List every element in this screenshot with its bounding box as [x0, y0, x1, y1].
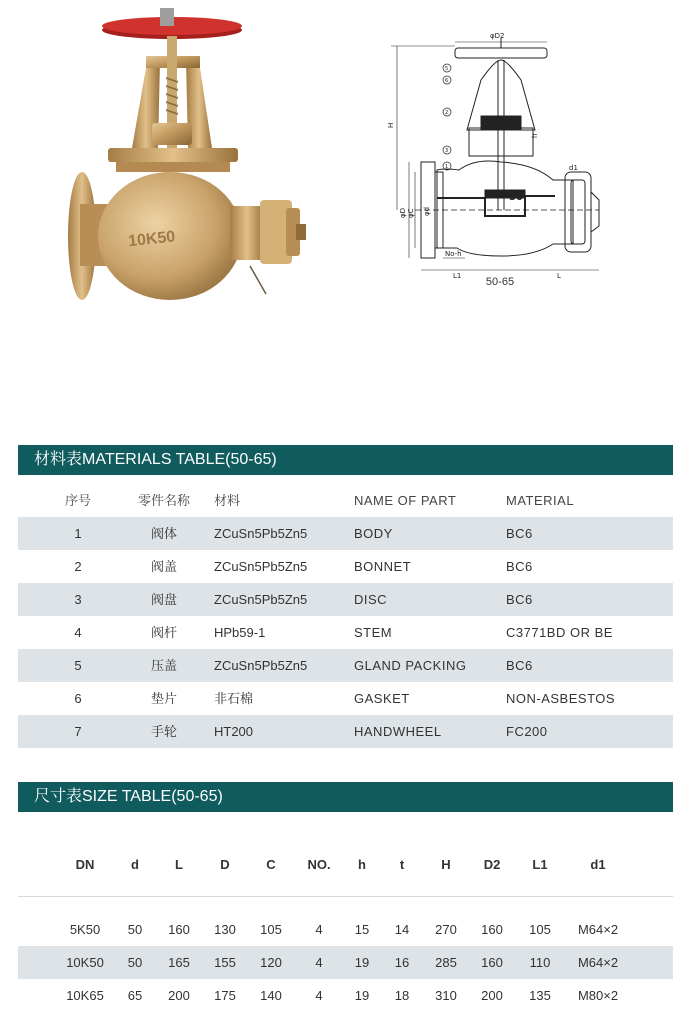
- cell: 140: [260, 988, 282, 1003]
- cell-material-cn: HT200: [214, 724, 254, 739]
- svg-text:1: 1: [445, 164, 449, 170]
- cell: 130: [214, 922, 236, 937]
- cell: 110: [529, 955, 551, 970]
- header-d1: d1: [590, 857, 606, 872]
- cell-material: BC6: [506, 559, 533, 574]
- cell-no: 7: [74, 724, 82, 739]
- cell: 285: [435, 955, 457, 970]
- table-row: [18, 979, 673, 1012]
- table-row: [18, 550, 673, 583]
- cell: 135: [529, 988, 551, 1003]
- svg-text:φD: φD: [399, 207, 407, 218]
- cell-no: 6: [74, 691, 82, 706]
- cell: M64×2: [577, 955, 619, 970]
- cell-name-of-part: GASKET: [354, 691, 410, 706]
- svg-text:φD2: φD2: [490, 32, 505, 40]
- cell: 155: [214, 955, 236, 970]
- size-table-title: 尺寸表SIZE TABLE(50-65): [18, 782, 673, 812]
- cell: 18: [394, 988, 410, 1003]
- header-l1: L1: [532, 857, 548, 872]
- cell-no: 5: [74, 658, 82, 673]
- cell: 200: [168, 988, 190, 1003]
- cell-material-cn: ZCuSn5Pb5Zn5: [214, 658, 308, 673]
- cell-material-cn: ZCuSn5Pb5Zn5: [214, 559, 308, 574]
- materials-header-row: [18, 484, 673, 517]
- materials-table: [18, 484, 673, 748]
- table-row: [18, 517, 673, 550]
- header-no: NO.: [307, 857, 331, 872]
- cell: 160: [481, 922, 503, 937]
- materials-table-title: 材料表MATERIALS TABLE(50-65): [18, 445, 673, 475]
- svg-text:L: L: [557, 272, 561, 280]
- cell-part-cn: 手轮: [150, 724, 177, 739]
- cell: 4: [315, 955, 323, 970]
- cell: 10K65: [66, 988, 104, 1003]
- svg-text:d1: d1: [569, 164, 578, 172]
- table-row: [18, 583, 673, 616]
- cell-material: FC200: [506, 724, 548, 739]
- header-no: 序号: [64, 493, 91, 508]
- cell-part-cn: 压盖: [150, 658, 177, 673]
- cell: 4: [315, 922, 323, 937]
- cell-material: BC6: [506, 526, 533, 541]
- cell-material-cn: HPb59-1: [214, 625, 266, 640]
- cell: 310: [435, 988, 457, 1003]
- cell-part-cn: 阀盘: [150, 592, 177, 607]
- cell-part-cn: 阀体: [150, 526, 177, 541]
- divider: [18, 896, 673, 897]
- header-t: t: [399, 857, 405, 872]
- cell-name-of-part: DISC: [354, 592, 388, 607]
- header-name-of-part: NAME OF PART: [354, 493, 457, 508]
- valve-product-photo: [60, 8, 310, 308]
- cell-material: C3771BD OR BE: [506, 625, 613, 640]
- cell-part-cn: 垫片: [150, 691, 177, 706]
- cell-material-cn: 非石棉: [214, 691, 254, 706]
- cell-name-of-part: BONNET: [354, 559, 412, 574]
- cell-name-of-part: BODY: [354, 526, 393, 541]
- cell: M64×2: [577, 922, 619, 937]
- size-table: [18, 848, 673, 1012]
- cell: 16: [394, 955, 410, 970]
- svg-text:h: h: [531, 133, 539, 138]
- table-row: [18, 715, 673, 748]
- svg-text:H: H: [387, 122, 395, 128]
- cell: 175: [214, 988, 236, 1003]
- cell: 50: [127, 922, 143, 937]
- cell: 15: [354, 922, 370, 937]
- table-row: [18, 913, 673, 946]
- cell-part-cn: 阀盖: [150, 559, 177, 574]
- svg-text:3: 3: [445, 148, 449, 154]
- svg-text:φd: φd: [423, 206, 431, 216]
- cell: 200: [481, 988, 503, 1003]
- table-row: [18, 616, 673, 649]
- cell-no: 2: [74, 559, 82, 574]
- svg-text:2: 2: [445, 110, 449, 116]
- svg-text:No-h: No-h: [445, 250, 462, 258]
- valve-technical-drawing: [385, 20, 615, 280]
- cell: 105: [529, 922, 551, 937]
- cell-name-of-part: HANDWHEEL: [354, 724, 442, 739]
- cell: 165: [168, 955, 190, 970]
- cell: 19: [354, 955, 370, 970]
- header-material: MATERIAL: [506, 493, 575, 508]
- header-D: D: [220, 857, 230, 872]
- cell: M80×2: [577, 988, 619, 1003]
- cell: 50: [127, 955, 143, 970]
- table-row: [18, 682, 673, 715]
- cell: 10K50: [66, 955, 104, 970]
- header-h: h: [358, 857, 366, 872]
- table-row: [18, 649, 673, 682]
- cell: 160: [481, 955, 503, 970]
- cell: 120: [260, 955, 282, 970]
- header-part-cn: 零件名称: [137, 493, 190, 508]
- header-l: L: [175, 857, 183, 872]
- size-header-row: [18, 848, 673, 882]
- header-d: d: [131, 857, 139, 872]
- cell-material: BC6: [506, 592, 533, 607]
- svg-text:L1: L1: [453, 272, 462, 280]
- cell: 105: [260, 922, 282, 937]
- cell-material: NON-ASBESTOS: [506, 691, 616, 706]
- cell-no: 4: [74, 625, 82, 640]
- cell-part-cn: 阀杆: [150, 625, 177, 640]
- cast-mark: 10K50: [127, 228, 177, 251]
- cell: 19: [354, 988, 370, 1003]
- header-H: H: [441, 857, 451, 872]
- cell: 270: [435, 922, 457, 937]
- cell: 4: [315, 988, 323, 1003]
- header-c: C: [266, 857, 276, 872]
- cell-name-of-part: STEM: [354, 625, 393, 640]
- svg-text:6: 6: [445, 78, 449, 84]
- header-material-cn: 材料: [214, 493, 241, 508]
- svg-text:φC: φC: [407, 208, 415, 218]
- cell-name-of-part: GLAND PACKING: [354, 658, 467, 673]
- drawing-caption: 50-65: [485, 276, 515, 288]
- cell-no: 3: [74, 592, 82, 607]
- table-row: [18, 946, 673, 979]
- cell: 160: [168, 922, 190, 937]
- cell: 65: [127, 988, 143, 1003]
- cell-material-cn: ZCuSn5Pb5Zn5: [214, 592, 308, 607]
- cell-material-cn: ZCuSn5Pb5Zn5: [214, 526, 308, 541]
- cell: 14: [394, 922, 410, 937]
- cell: 5K50: [69, 922, 101, 937]
- svg-text:5: 5: [445, 66, 449, 72]
- cell-material: BC6: [506, 658, 533, 673]
- header-d2: D2: [483, 857, 501, 872]
- cell-no: 1: [74, 526, 82, 541]
- handwheel: [102, 8, 242, 39]
- svg-text:50: 50: [509, 192, 523, 203]
- header-dn: DN: [75, 857, 95, 872]
